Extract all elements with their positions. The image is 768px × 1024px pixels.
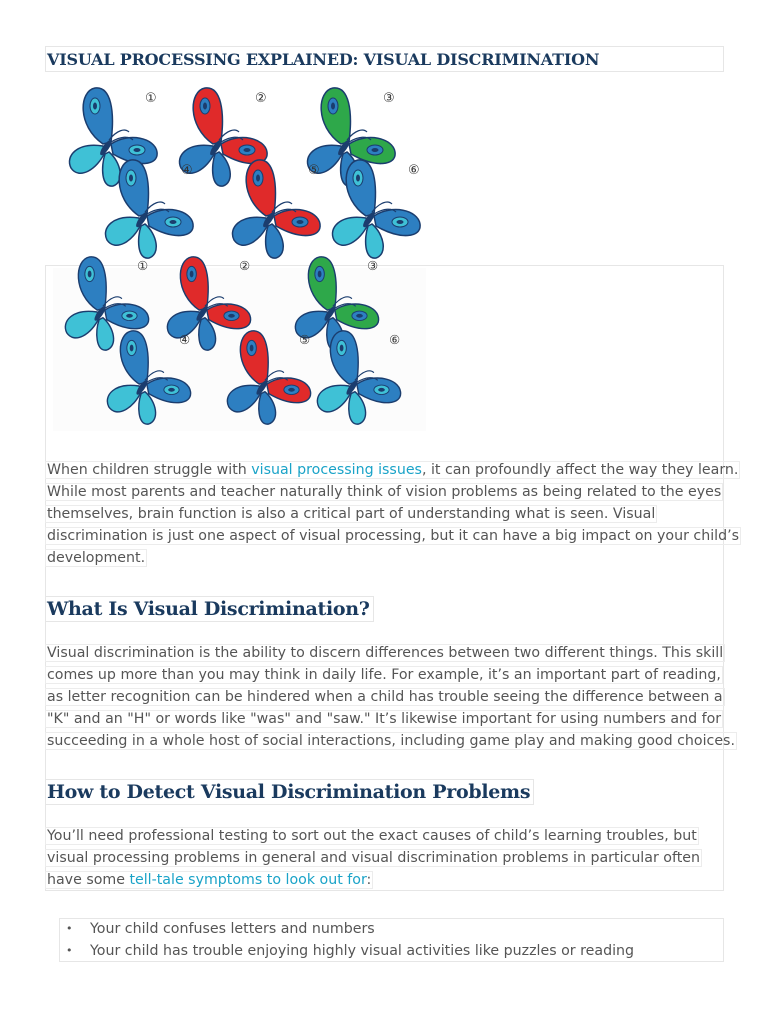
- article-title: VISUAL PROCESSING EXPLAINED: VISUAL DISCRIMINATION: [47, 50, 600, 69]
- butterfly-number-label: ②: [239, 259, 251, 274]
- butterfly-5: [227, 331, 310, 424]
- section1-paragraph: [45, 642, 737, 752]
- butterfly-image-2: [53, 259, 426, 431]
- butterfly-number-label: ②: [255, 91, 267, 106]
- butterfly-illustration-2: [53, 259, 426, 431]
- list-item: • Your child has trouble enjoying highly visual activities like puzzles or reading: [66, 940, 634, 962]
- intro-line-5: development.: [47, 550, 146, 566]
- section1-line-3: as letter recognition can be hindered when a child has trouble seeing the difference between a: [47, 689, 723, 705]
- intro-paragraph: [45, 459, 741, 569]
- butterfly-illustration-1: [45, 88, 450, 263]
- butterfly-number-label: ⑤: [299, 333, 311, 348]
- intro-line-4: discrimination is just one aspect of visual processing, but it can have a big impact on your child’s: [47, 528, 740, 544]
- butterfly-number-label: ③: [383, 91, 395, 106]
- intro-line-3: themselves, brain function is also a critical part of understanding what is seen. Visual: [47, 506, 656, 522]
- intro-line-1: When children struggle with visual processing issues, it can profoundly affect the way they learn.: [47, 462, 739, 478]
- list-item: • Your child confuses letters and numbers: [66, 918, 634, 940]
- butterfly-image-1: [45, 88, 450, 263]
- symptom-list: [66, 918, 634, 962]
- tell-tale-symptoms-link[interactable]: tell-tale symptoms to look out for: [129, 872, 367, 888]
- butterfly-number-label: ⑥: [389, 333, 401, 348]
- intro-line-2: While most parents and teacher naturally think of vision problems as being related to the eyes: [47, 484, 722, 500]
- section1-line-4: "K" and an "H" or words like "was" and "saw." It’s likewise important for using numbers and for: [47, 711, 722, 727]
- butterfly-number-label: ⑤: [308, 163, 320, 178]
- section1-line-5: succeeding in a whole host of social interactions, including game play and making good choices.: [47, 733, 735, 749]
- butterfly-number-label: ④: [179, 333, 191, 348]
- section1-line-2: comes up more than you may think in daily life. For example, it’s an important part of reading,: [47, 667, 721, 683]
- visual-processing-issues-link[interactable]: visual processing issues: [251, 462, 422, 478]
- butterfly-number-label: ③: [367, 259, 379, 274]
- section2-line-2: visual processing problems in general and visual discrimination problems in particular often: [47, 850, 700, 866]
- section2-line-1: You’ll need professional testing to sort out the exact causes of child’s learning troubles, but: [47, 828, 697, 844]
- butterfly-number-label: ⑥: [408, 163, 420, 178]
- bullet-icon: •: [66, 944, 73, 957]
- butterfly-number-label: ④: [181, 163, 193, 178]
- article-title-box: [45, 46, 724, 72]
- heading-what-is-visual-discrimination: What Is Visual Discrimination?: [45, 596, 374, 622]
- butterfly-5: [232, 160, 320, 258]
- butterfly-4: [107, 331, 190, 424]
- heading-how-to-detect: How to Detect Visual Discrimination Problems: [45, 779, 534, 805]
- bullet-icon: •: [66, 922, 73, 935]
- section1-line-1: Visual discrimination is the ability to discern differences between two different things. This skill: [47, 645, 724, 661]
- section2-paragraph: [45, 825, 702, 891]
- section2-line-3: have some tell-tale symptoms to look out for:: [47, 872, 372, 888]
- butterfly-number-label: ①: [145, 91, 157, 106]
- butterfly-number-label: ①: [137, 259, 149, 274]
